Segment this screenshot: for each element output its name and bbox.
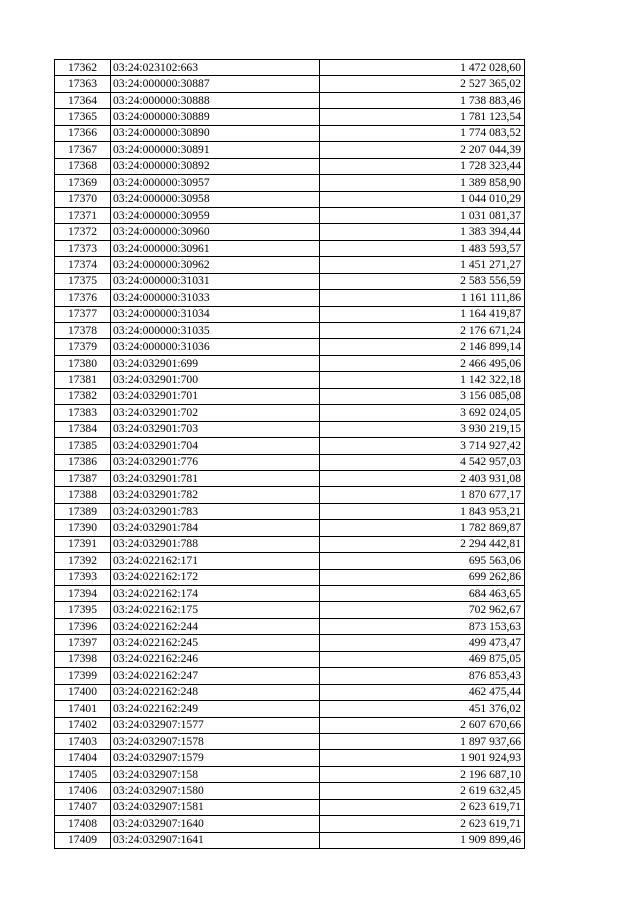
table-row [55, 175, 525, 191]
row-number-cell: 17369 [55, 175, 111, 191]
cadastral-number-cell: 03:24:032901:781 [111, 470, 320, 486]
table-row [55, 783, 525, 799]
value-cell: 1 483 593,57 [320, 240, 525, 256]
value-cell: 3 930 219,15 [320, 421, 525, 437]
row-number-cell: 17365 [55, 109, 111, 125]
value-cell: 1 870 677,17 [320, 487, 525, 503]
table-row [55, 306, 525, 322]
value-cell: 1 781 123,54 [320, 109, 525, 125]
cadastral-number-cell: 03:24:032901:703 [111, 421, 320, 437]
table-row [55, 618, 525, 634]
row-number-cell: 17395 [55, 602, 111, 618]
cadastral-number-cell: 03:24:000000:31033 [111, 290, 320, 306]
cadastral-number-cell: 03:24:032901:783 [111, 503, 320, 519]
table-row [55, 323, 525, 339]
table-row [55, 76, 525, 92]
cadastral-number-cell: 03:24:032901:784 [111, 520, 320, 536]
table-row [55, 602, 525, 618]
row-number-cell: 17403 [55, 733, 111, 749]
value-cell: 2 176 671,24 [320, 323, 525, 339]
value-cell: 1 451 271,27 [320, 257, 525, 273]
row-number-cell: 17377 [55, 306, 111, 322]
row-number-cell: 17396 [55, 618, 111, 634]
table-row [55, 701, 525, 717]
table-row [55, 224, 525, 240]
value-cell: 1 897 937,66 [320, 733, 525, 749]
table-row [55, 191, 525, 207]
table-row [55, 635, 525, 651]
table-row [55, 92, 525, 108]
row-number-cell: 17379 [55, 339, 111, 355]
row-number-cell: 17374 [55, 257, 111, 273]
value-cell: 699 262,86 [320, 569, 525, 585]
table-row [55, 388, 525, 404]
value-cell: 3 692 024,05 [320, 405, 525, 421]
cadastral-number-cell: 03:24:000000:30961 [111, 240, 320, 256]
row-number-cell: 17389 [55, 503, 111, 519]
value-cell: 1 909 899,46 [320, 832, 525, 848]
table-row [55, 816, 525, 832]
value-cell: 695 563,06 [320, 553, 525, 569]
row-number-cell: 17400 [55, 684, 111, 700]
row-number-cell: 17392 [55, 553, 111, 569]
cadastral-number-cell: 03:24:022162:246 [111, 651, 320, 667]
value-cell: 873 153,63 [320, 618, 525, 634]
cadastral-number-cell: 03:24:032907:1640 [111, 816, 320, 832]
table-row [55, 421, 525, 437]
cadastral-number-cell: 03:24:000000:30889 [111, 109, 320, 125]
row-number-cell: 17364 [55, 92, 111, 108]
value-cell: 3 156 085,08 [320, 388, 525, 404]
row-number-cell: 17367 [55, 142, 111, 158]
row-number-cell: 17376 [55, 290, 111, 306]
cadastral-number-cell: 03:24:023102:663 [111, 60, 320, 76]
cadastral-number-cell: 03:24:032901:701 [111, 388, 320, 404]
cadastral-number-cell: 03:24:032907:1578 [111, 733, 320, 749]
row-number-cell: 17380 [55, 355, 111, 371]
cadastral-number-cell: 03:24:000000:30888 [111, 92, 320, 108]
value-cell: 2 294 442,81 [320, 536, 525, 552]
cadastral-number-cell: 03:24:000000:30891 [111, 142, 320, 158]
row-number-cell: 17387 [55, 470, 111, 486]
row-number-cell: 17402 [55, 717, 111, 733]
row-number-cell: 17398 [55, 651, 111, 667]
row-number-cell: 17384 [55, 421, 111, 437]
table-row [55, 536, 525, 552]
cadastral-number-cell: 03:24:032907:1579 [111, 750, 320, 766]
row-number-cell: 17378 [55, 323, 111, 339]
value-cell: 1 031 081,37 [320, 207, 525, 223]
table-row [55, 651, 525, 667]
row-number-cell: 17366 [55, 125, 111, 141]
value-cell: 2 146 899,14 [320, 339, 525, 355]
table-row [55, 273, 525, 289]
row-number-cell: 17401 [55, 701, 111, 717]
row-number-cell: 17393 [55, 569, 111, 585]
table-row [55, 799, 525, 815]
cadastral-number-cell: 03:24:032901:699 [111, 355, 320, 371]
data-table-body [55, 60, 525, 849]
table-row [55, 520, 525, 536]
row-number-cell: 17408 [55, 816, 111, 832]
row-number-cell: 17375 [55, 273, 111, 289]
cadastral-number-cell: 03:24:000000:30957 [111, 175, 320, 191]
value-cell: 1 472 028,60 [320, 60, 525, 76]
table-row [55, 733, 525, 749]
value-cell: 499 473,47 [320, 635, 525, 651]
table-row [55, 158, 525, 174]
row-number-cell: 17397 [55, 635, 111, 651]
cadastral-number-cell: 03:24:032901:704 [111, 438, 320, 454]
row-number-cell: 17381 [55, 372, 111, 388]
table-row [55, 684, 525, 700]
row-number-cell: 17363 [55, 76, 111, 92]
cadastral-number-cell: 03:24:000000:31035 [111, 323, 320, 339]
value-cell: 1 383 394,44 [320, 224, 525, 240]
value-cell: 2 207 044,39 [320, 142, 525, 158]
table-row [55, 503, 525, 519]
value-cell: 3 714 927,42 [320, 438, 525, 454]
value-cell: 1 164 419,87 [320, 306, 525, 322]
value-cell: 2 619 632,45 [320, 783, 525, 799]
cadastral-number-cell: 03:24:022162:174 [111, 586, 320, 602]
table-row [55, 454, 525, 470]
row-number-cell: 17391 [55, 536, 111, 552]
table-row [55, 60, 525, 76]
row-number-cell: 17405 [55, 766, 111, 782]
row-number-cell: 17390 [55, 520, 111, 536]
row-number-cell: 17399 [55, 668, 111, 684]
value-cell: 2 607 670,66 [320, 717, 525, 733]
value-cell: 4 542 957,03 [320, 454, 525, 470]
value-cell: 1 843 953,21 [320, 503, 525, 519]
value-cell: 1 389 858,90 [320, 175, 525, 191]
value-cell: 462 475,44 [320, 684, 525, 700]
table-row [55, 290, 525, 306]
cadastral-number-cell: 03:24:032901:782 [111, 487, 320, 503]
row-number-cell: 17404 [55, 750, 111, 766]
cadastral-number-cell: 03:24:000000:30887 [111, 76, 320, 92]
table-row [55, 766, 525, 782]
table-row [55, 207, 525, 223]
value-cell: 2 583 556,59 [320, 273, 525, 289]
table-row [55, 125, 525, 141]
row-number-cell: 17368 [55, 158, 111, 174]
row-number-cell: 17382 [55, 388, 111, 404]
cadastral-number-cell: 03:24:032907:1577 [111, 717, 320, 733]
cadastral-number-cell: 03:24:032907:158 [111, 766, 320, 782]
cadastral-number-cell: 03:24:022162:245 [111, 635, 320, 651]
cadastral-number-cell: 03:24:000000:30959 [111, 207, 320, 223]
table-row [55, 355, 525, 371]
table-row [55, 750, 525, 766]
table-row [55, 586, 525, 602]
row-number-cell: 17362 [55, 60, 111, 76]
row-number-cell: 17409 [55, 832, 111, 848]
row-number-cell: 17383 [55, 405, 111, 421]
row-number-cell: 17372 [55, 224, 111, 240]
cadastral-number-cell: 03:24:022162:244 [111, 618, 320, 634]
cadastral-number-cell: 03:24:000000:30958 [111, 191, 320, 207]
table-row [55, 372, 525, 388]
value-cell: 1 738 883,46 [320, 92, 525, 108]
table-row [55, 257, 525, 273]
cadastral-number-cell: 03:24:000000:30960 [111, 224, 320, 240]
value-cell: 2 623 619,71 [320, 799, 525, 815]
table-row [55, 470, 525, 486]
row-number-cell: 17406 [55, 783, 111, 799]
table-row [55, 832, 525, 848]
value-cell: 1 161 111,86 [320, 290, 525, 306]
cadastral-number-cell: 03:24:032907:1641 [111, 832, 320, 848]
table-row [55, 487, 525, 503]
row-number-cell: 17386 [55, 454, 111, 470]
cadastral-number-cell: 03:24:022162:175 [111, 602, 320, 618]
value-cell: 1 142 322,18 [320, 372, 525, 388]
table-row [55, 339, 525, 355]
value-cell: 876 853,43 [320, 668, 525, 684]
row-number-cell: 17370 [55, 191, 111, 207]
cadastral-number-cell: 03:24:022162:248 [111, 684, 320, 700]
data-table [54, 59, 525, 849]
table-row [55, 405, 525, 421]
value-cell: 469 875,05 [320, 651, 525, 667]
value-cell: 2 527 365,02 [320, 76, 525, 92]
row-number-cell: 17388 [55, 487, 111, 503]
value-cell: 2 403 931,08 [320, 470, 525, 486]
table-row [55, 438, 525, 454]
value-cell: 451 376,02 [320, 701, 525, 717]
cadastral-number-cell: 03:24:032901:702 [111, 405, 320, 421]
cadastral-number-cell: 03:24:000000:30892 [111, 158, 320, 174]
cadastral-number-cell: 03:24:022162:249 [111, 701, 320, 717]
table-row [55, 668, 525, 684]
cadastral-number-cell: 03:24:032907:1580 [111, 783, 320, 799]
cadastral-number-cell: 03:24:022162:247 [111, 668, 320, 684]
value-cell: 1 044 010,29 [320, 191, 525, 207]
cadastral-number-cell: 03:24:000000:30890 [111, 125, 320, 141]
cadastral-number-cell: 03:24:000000:31031 [111, 273, 320, 289]
cadastral-number-cell: 03:24:000000:31036 [111, 339, 320, 355]
value-cell: 2 623 619,71 [320, 816, 525, 832]
cadastral-number-cell: 03:24:022162:172 [111, 569, 320, 585]
row-number-cell: 17394 [55, 586, 111, 602]
table-row [55, 569, 525, 585]
cadastral-number-cell: 03:24:000000:31034 [111, 306, 320, 322]
row-number-cell: 17385 [55, 438, 111, 454]
row-number-cell: 17371 [55, 207, 111, 223]
cadastral-number-cell: 03:24:000000:30962 [111, 257, 320, 273]
cadastral-number-cell: 03:24:032901:700 [111, 372, 320, 388]
value-cell: 1 774 083,52 [320, 125, 525, 141]
table-row [55, 553, 525, 569]
value-cell: 2 196 687,10 [320, 766, 525, 782]
cadastral-number-cell: 03:24:032907:1581 [111, 799, 320, 815]
row-number-cell: 17407 [55, 799, 111, 815]
cadastral-number-cell: 03:24:032901:776 [111, 454, 320, 470]
cadastral-number-cell: 03:24:032901:788 [111, 536, 320, 552]
cadastral-number-cell: 03:24:022162:171 [111, 553, 320, 569]
table-row [55, 717, 525, 733]
value-cell: 1 901 924,93 [320, 750, 525, 766]
value-cell: 1 728 323,44 [320, 158, 525, 174]
value-cell: 1 782 869,87 [320, 520, 525, 536]
table-row [55, 109, 525, 125]
value-cell: 684 463,65 [320, 586, 525, 602]
value-cell: 2 466 495,06 [320, 355, 525, 371]
table-row [55, 142, 525, 158]
row-number-cell: 17373 [55, 240, 111, 256]
value-cell: 702 962,67 [320, 602, 525, 618]
table-row [55, 240, 525, 256]
